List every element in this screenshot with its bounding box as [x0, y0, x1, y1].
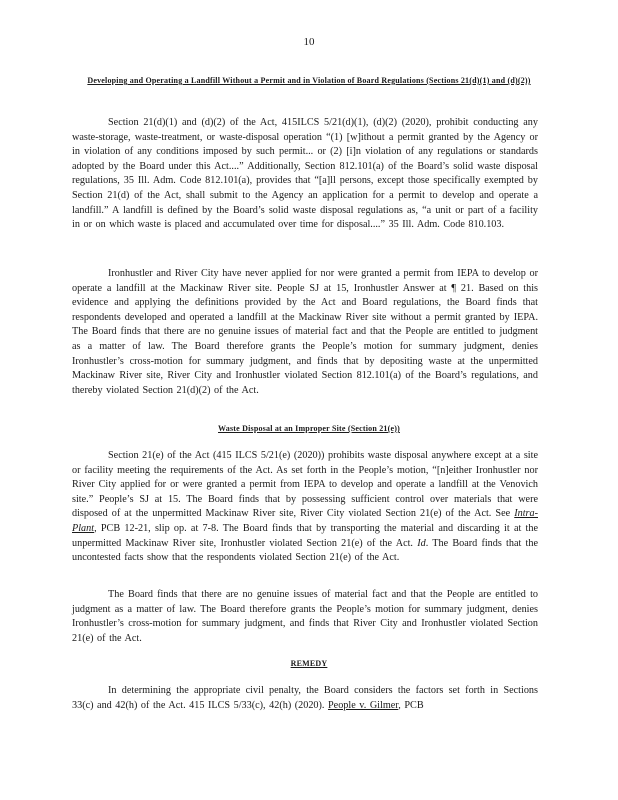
section-heading-improper-site: Waste Disposal at an Improper Site (Section 21(e)) — [218, 424, 400, 433]
paragraph-21e-conclusion: The Board finds that there are no genuine issues of material fact and that the People are entitled to judgment as a matter of law. The Board therefore grants the People’s motion for summary judgment, denies Ironhustler’s cross-motion for summary judgment, and finds that River City and Ironhustler violated Section 21(e) of the Act. — [72, 589, 538, 644]
text-segment: Section 21(e) of the Act (415 ILCS 5/21(e) (2020)) prohibits waste disposal anywhere except at a site or facility meeting the requirements of the Act. As set forth in the People’s motion, “[n]either Ironhustler nor River City applied for or were granted a permit from IEPA to develop and operate a landfill at the Venovich site.” People’s SJ at 15. The Board finds that by possessing sufficient control over materials that were disposed of at the unpermitted Mackinaw River site, River City violated Section 21(e) of the Act. See — [72, 450, 538, 520]
id-citation: Id — [417, 537, 426, 549]
remedy-heading: REMEDY — [290, 659, 328, 668]
text-segment: , PCB 12-21, slip op. at 7-8. The Board finds that by transporting the material and discarding it at the unpermitted Mackinaw River site, Ironhustler violated Section 21(e) of the Act. — [72, 522, 538, 549]
section-heading-landfill-permit: Developing and Operating a Landfill Without a Permit and in Violation of Board Regulations (Sections 21(d)(1) and (d)(2)) — [87, 76, 531, 85]
case-citation: Intra-Plant — [72, 508, 538, 534]
page-number: 10 — [303, 36, 315, 48]
paragraph-remedy — [72, 684, 538, 713]
text-segment: In determining the appropriate civil penalty, the Board considers the factors set forth in Sections 33(c) and 42(h) of the Act. 415 ILCS 5/33(c), 42(h) (2020). — [72, 685, 538, 711]
paragraph-section-21d-text: Section 21(d)(1) and (d)(2) of the Act, 415ILCS 5/21(d)(1), (d)(2) (2020), prohibit conducting any waste-storage, waste-treatment, or waste-disposal operation “(1) [w]ithout a permit granted by the Agency or in violation of any conditions imposed by such permit... or (2) [i]n violation of any regulations or standards adopted by the Board under this Act....” Additionally, Section 812.101(a) of the Board’s solid waste disposal regulations, 35 Ill. Adm. Code 812.101(a), provides that “[a]ll persons, except those specifically exempted by Section 21(d) of the Act, shall submit to the Agency an application for a permit to develop and operate a landfill.” A landfill is defined by the Board’s solid waste disposal regulations as, “a unit or part of a facility in or on which waste is placed and accumulated over time for disposal....” 35 Ill. Adm. Code 810.103. — [72, 117, 538, 231]
text-segment: . The Board finds that the uncontested facts show that the respondents violated Section 21(e) of the Act. — [72, 537, 538, 564]
paragraph-landfill-findings: Ironhustler and River City have never applied for nor were granted a permit from IEPA to develop or operate a landfill at the Mackinaw River site. People SJ at 15, Ironhustler Answer at ¶ 21. Based on this evidence and applying the definitions provided by the Act and Board regulations, the Board finds that respondents developed and operated a landfill at the Mackinaw River site without a permit granted by IEPA. The Board finds that there are no genuine issues of material fact and that the People are entitled to judgment as a matter of law. The Board therefore grants the People’s motion for summary judgment, denies Ironhustler’s cross-motion for summary judgment, and finds that by depositing waste at the unpermitted Mackinaw River site, River City and Ironhustler violated Section 812.101(a) of the Board’s regulations, and thereby violated Section 21(d)(2) of the Act. — [72, 268, 538, 396]
text-segment: , PCB — [398, 699, 424, 711]
paragraph-section-21e-text — [72, 449, 538, 566]
case-citation: People v. Gilmer — [328, 699, 399, 711]
